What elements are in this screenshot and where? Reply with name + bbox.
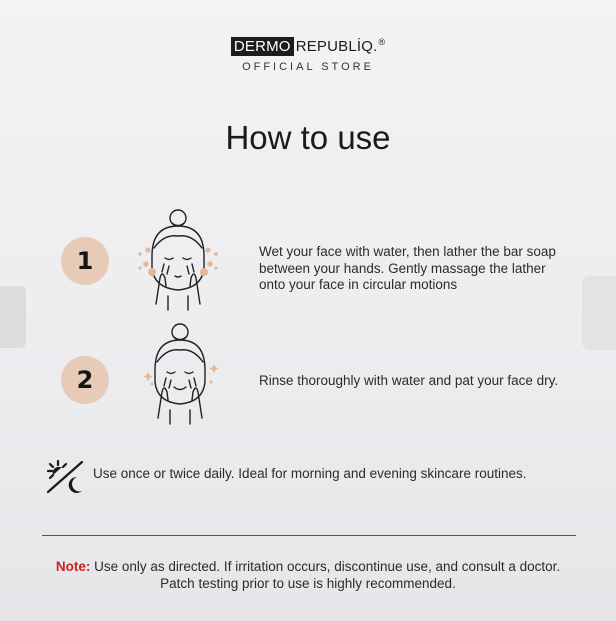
note-text-1: Use only as directed. If irritation occurs, discontinue use, and consult a doctor. bbox=[94, 559, 561, 574]
step-1-text bbox=[259, 244, 556, 294]
note-block bbox=[0, 559, 616, 592]
step-2-text bbox=[259, 373, 558, 390]
page-title: How to use bbox=[225, 119, 391, 156]
brand-subtitle: OFFICIAL STORE bbox=[242, 61, 374, 73]
note-line-1 bbox=[0, 559, 616, 576]
note-label: Note: bbox=[55, 559, 91, 574]
note-line-2: Patch testing prior to use is highly recommended. bbox=[160, 575, 456, 591]
step-1-line-3: onto your face in circular motions bbox=[259, 277, 458, 292]
right-edge-shape bbox=[582, 276, 616, 350]
step-2-badge: 2 bbox=[61, 356, 109, 404]
usage-text: Use once or twice daily. Ideal for morning and evening skincare routines. bbox=[93, 466, 527, 481]
step-1-badge: 1 bbox=[61, 237, 109, 285]
left-edge-shape bbox=[0, 286, 26, 348]
step-1-line-1: Wet your face with water, then lather the bar soap bbox=[259, 244, 556, 259]
divider-line bbox=[42, 535, 576, 536]
registered-mark: ® bbox=[378, 37, 386, 47]
step-1-line-2: between your hands. Gently massage the lather bbox=[259, 260, 546, 276]
face-rinsing-icon bbox=[138, 320, 224, 426]
face-washing-icon bbox=[132, 206, 224, 312]
sun-moon-icon bbox=[44, 459, 86, 495]
brand-logo-box: DERMO bbox=[231, 37, 294, 56]
brand-logo bbox=[0, 36, 616, 73]
step-2-line-1: Rinse thoroughly with water and pat your face dry. bbox=[259, 373, 559, 388]
brand-logo-text: REPUBLİQ. bbox=[295, 38, 378, 55]
